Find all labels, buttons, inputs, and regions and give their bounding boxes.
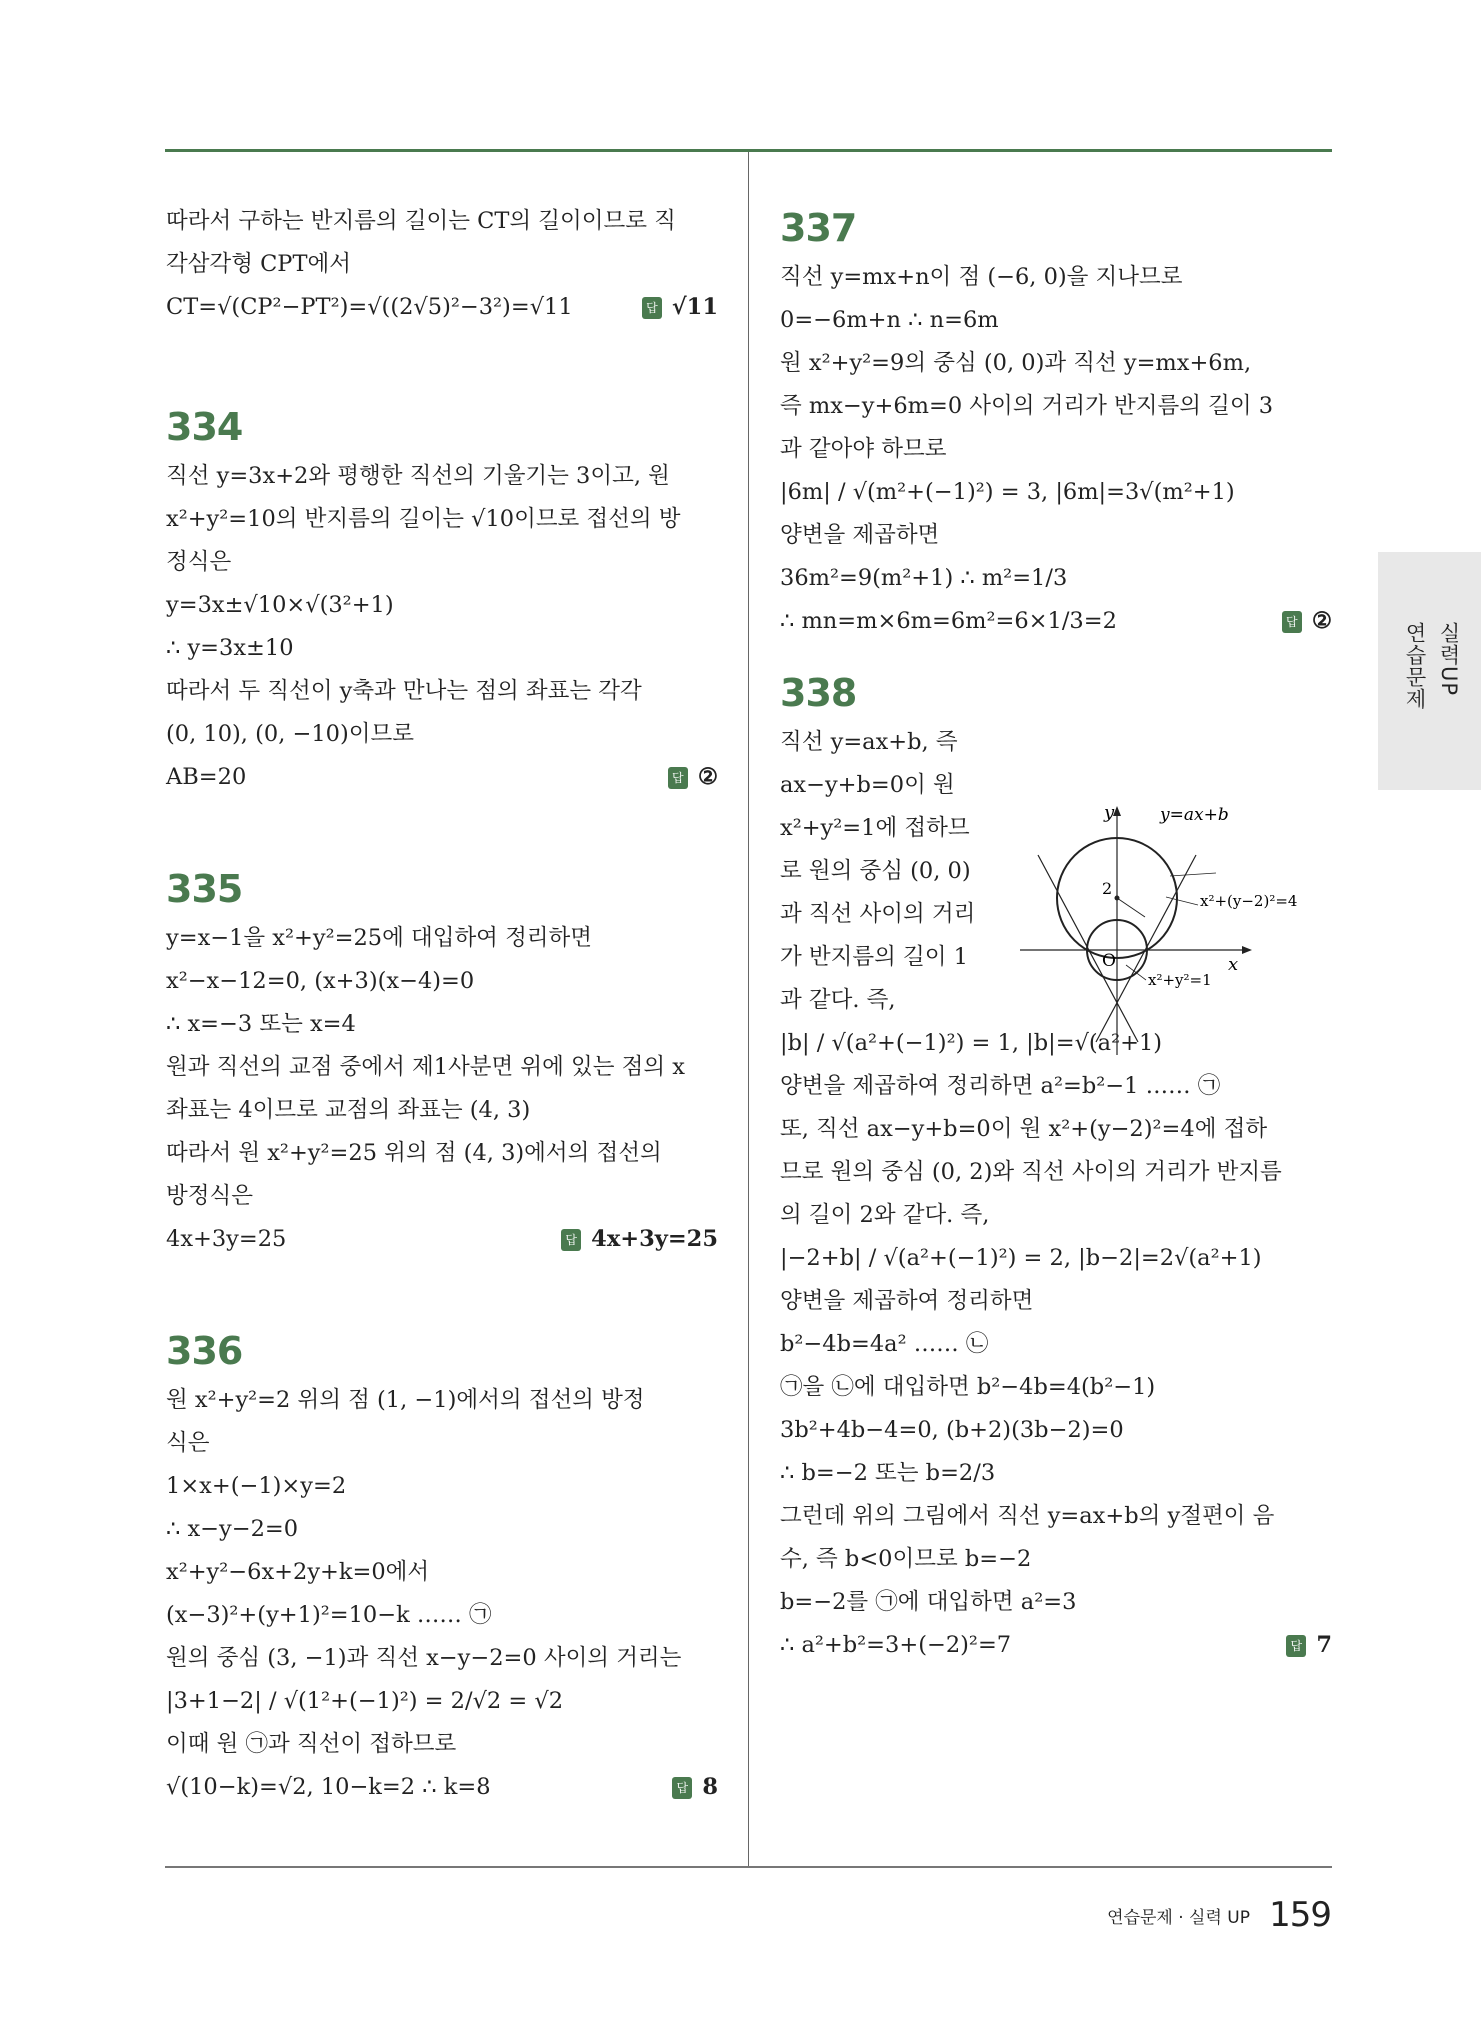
text-line: x²−x−12=0, (x+3)(x−4)=0 xyxy=(166,968,475,994)
text-line: 므로 원의 중심 (0, 2)와 직선 사이의 거리가 반지름 xyxy=(780,1159,1282,1185)
text-line: x²+y²=1에 접하므 xyxy=(780,815,970,841)
text-line: 수, 즉 b<0이므로 b=−2 xyxy=(780,1546,1032,1572)
answer: 답 √11 xyxy=(642,286,718,329)
text-line: |−2+b| / √(a²+(−1)²) = 2, |b−2|=2√(a²+1) xyxy=(780,1245,1262,1271)
text-line: 직선 y=mx+n이 점 (−6, 0)을 지나므로 xyxy=(780,264,1183,290)
page-number: 159 xyxy=(1269,1895,1331,1935)
text-line: ∴ b=−2 또는 b=2/3 xyxy=(780,1460,996,1486)
text-line: 원 x²+y²=2 위의 점 (1, −1)에서의 접선의 방정 xyxy=(166,1387,645,1413)
text-line: 원의 중심 (3, −1)과 직선 x−y−2=0 사이의 거리는 xyxy=(166,1645,682,1671)
side-tab xyxy=(1378,552,1481,790)
text-line: 양변을 제곱하면 xyxy=(780,522,940,548)
problem-number: 338 xyxy=(780,671,857,715)
text-line: 원과 직선의 교점 중에서 제1사분면 위에 있는 점의 x xyxy=(166,1054,685,1080)
text-line: 원 x²+y²=9의 중심 (0, 0)과 직선 y=mx+6m, xyxy=(780,350,1252,376)
text-line: ㉠을 ㉡에 대입하면 b²−4b=4(b²−1) xyxy=(780,1374,1156,1400)
answer: 답 4x+3y=25 xyxy=(561,1218,718,1261)
side-tab-line1: 실력UP xyxy=(1437,622,1461,697)
text-line: x²+y²=10의 반지름의 길이는 √10이므로 접선의 방 xyxy=(166,506,681,532)
answer-badge: 답 xyxy=(668,767,688,789)
text-line: 양변을 제곱하여 정리하면 a²=b²−1 …… ㉠ xyxy=(780,1073,1221,1099)
text-line: 따라서 원 x²+y²=25 위의 점 (4, 3)에서의 접선의 xyxy=(166,1140,662,1166)
problem-number: 335 xyxy=(166,867,243,911)
y-tick-label: 2 xyxy=(1102,879,1113,898)
text-line: 과 직선 사이의 거리 xyxy=(780,901,976,927)
y-axis-arrow xyxy=(1113,806,1121,816)
text-line: 이때 원 ㉠과 직선이 접하므로 xyxy=(166,1731,457,1757)
figure-svg xyxy=(1020,800,1336,1060)
text-line: 양변을 제곱하여 정리하면 xyxy=(780,1288,1034,1314)
text-line: 로 원의 중심 (0, 0) xyxy=(780,858,971,884)
text-line: 가 반지름의 길이 1 xyxy=(780,944,968,970)
problem-number: 337 xyxy=(780,206,857,250)
side-tab-line2: 연습문제 xyxy=(1403,622,1427,710)
radius-line xyxy=(1117,898,1145,917)
text-line: 과 같아야 하므로 xyxy=(780,436,947,462)
text-line: |3+1−2| / √(1²+(−1)²) = 2/√2 = √2 xyxy=(166,1688,564,1714)
line-label: y=ax+b xyxy=(1160,805,1229,825)
text-line: 각삼각형 CPT에서 xyxy=(166,251,351,277)
text-line: 그런데 위의 그림에서 직선 y=ax+b의 y절편이 음 xyxy=(780,1503,1275,1529)
answer: 답 ② xyxy=(668,756,718,799)
text-line: 36m²=9(m²+1) ∴ m²=1/3 xyxy=(780,565,1068,591)
text-line: ∴ a²+b²=3+(−2)²=7 답 7 xyxy=(780,1624,1332,1667)
text-line: ∴ y=3x±10 xyxy=(166,635,294,661)
problem-number: 334 xyxy=(166,405,243,449)
text-line: 직선 y=ax+b, 즉 xyxy=(780,729,958,755)
page-footer xyxy=(1107,1895,1331,1935)
bottom-rule xyxy=(165,1866,1332,1868)
text-line: CT=√(CP²−PT²)=√((2√5)²−3²)=√11 xyxy=(166,294,573,320)
text-line: 과 같다. 즉, xyxy=(780,987,896,1013)
text-line: ∴ mn=m×6m=6m²=6×1/3=2 답 ② xyxy=(780,600,1332,643)
text-line: b=−2를 ㉠에 대입하면 a²=3 xyxy=(780,1589,1077,1615)
answer-badge: 답 xyxy=(672,1777,692,1799)
text-line: 정식은 xyxy=(166,549,232,575)
tangent-line-left xyxy=(1038,855,1138,1042)
text-line: 따라서 두 직선이 y축과 만나는 점의 좌표는 각각 xyxy=(166,678,642,704)
text-line xyxy=(166,286,718,329)
text-line: 방정식은 xyxy=(166,1183,253,1209)
text-line: (x−3)²+(y+1)²=10−k …… ㉠ xyxy=(166,1602,492,1628)
text-line: ∴ x−y−2=0 xyxy=(166,1516,299,1542)
text-line: 1×x+(−1)×y=2 xyxy=(166,1473,347,1499)
text-line: 0=−6m+n ∴ n=6m xyxy=(780,307,999,333)
text-line: ax−y+b=0이 원 xyxy=(780,772,955,798)
problem-number: 336 xyxy=(166,1329,243,1373)
text-line: x²+y²−6x+2y+k=0에서 xyxy=(166,1559,430,1585)
left-column xyxy=(166,200,718,1809)
text-line: 4x+3y=25 답 4x+3y=25 xyxy=(166,1218,718,1261)
answer-badge: 답 xyxy=(642,297,662,319)
text-line: 따라서 구하는 반지름의 길이는 CT의 길이이므로 직 xyxy=(166,208,676,234)
footer-section-label: 연습문제 · 실력 UP xyxy=(1107,1907,1250,1928)
text-line: 또, 직선 ax−y+b=0이 원 x²+(y−2)²=4에 접하 xyxy=(780,1116,1268,1142)
leader-line xyxy=(1170,873,1216,876)
text-line: AB=20 답 ② xyxy=(166,756,718,799)
answer-badge: 답 xyxy=(1286,1635,1306,1657)
text-line: y=3x±√10×√(3²+1) xyxy=(166,592,394,618)
text-line: y=x−1을 x²+y²=25에 대입하여 정리하면 xyxy=(166,925,593,951)
text-line: ∴ x=−3 또는 x=4 xyxy=(166,1011,356,1037)
text-line: 직선 y=3x+2와 평행한 직선의 기울기는 3이고, 원 xyxy=(166,463,670,489)
big-circle-label: x²+(y−2)²=4 xyxy=(1200,892,1298,910)
small-circle-label: x²+y²=1 xyxy=(1148,971,1212,989)
origin-label: O xyxy=(1102,951,1116,971)
tangent-circles-figure xyxy=(1020,800,1336,1060)
text-line: b²−4b=4a² …… ㉡ xyxy=(780,1331,989,1357)
y-axis-label: y xyxy=(1104,802,1115,823)
answer-badge: 답 xyxy=(561,1229,581,1251)
answer-badge: 답 xyxy=(1282,611,1302,633)
text-line: 3b²+4b−4=0, (b+2)(3b−2)=0 xyxy=(780,1417,1124,1443)
text-line: 좌표는 4이므로 교점의 좌표는 (4, 3) xyxy=(166,1097,531,1123)
text-line: √(10−k)=√2, 10−k=2 ∴ k=8 답 8 xyxy=(166,1766,718,1809)
text-line: (0, 10), (0, −10)이므로 xyxy=(166,721,414,747)
column-separator xyxy=(748,152,749,1867)
answer: 답 ② xyxy=(1282,600,1332,643)
x-axis-arrow xyxy=(1242,946,1252,954)
text-line: 의 길이 2와 같다. 즉, xyxy=(780,1202,990,1228)
text-line: 즉 mx−y+6m=0 사이의 거리가 반지름의 길이 3 xyxy=(780,393,1274,419)
x-axis-label: x xyxy=(1228,954,1239,975)
text-line: |6m| / √(m²+(−1)²) = 3, |6m|=3√(m²+1) xyxy=(780,479,1235,505)
answer: 답 8 xyxy=(672,1766,718,1809)
text-line: 식은 xyxy=(166,1430,210,1456)
answer: 답 7 xyxy=(1286,1624,1332,1667)
text-line: |b| / √(a²+(−1)²) = 1, |b|=√(a²+1) xyxy=(780,1030,1163,1056)
